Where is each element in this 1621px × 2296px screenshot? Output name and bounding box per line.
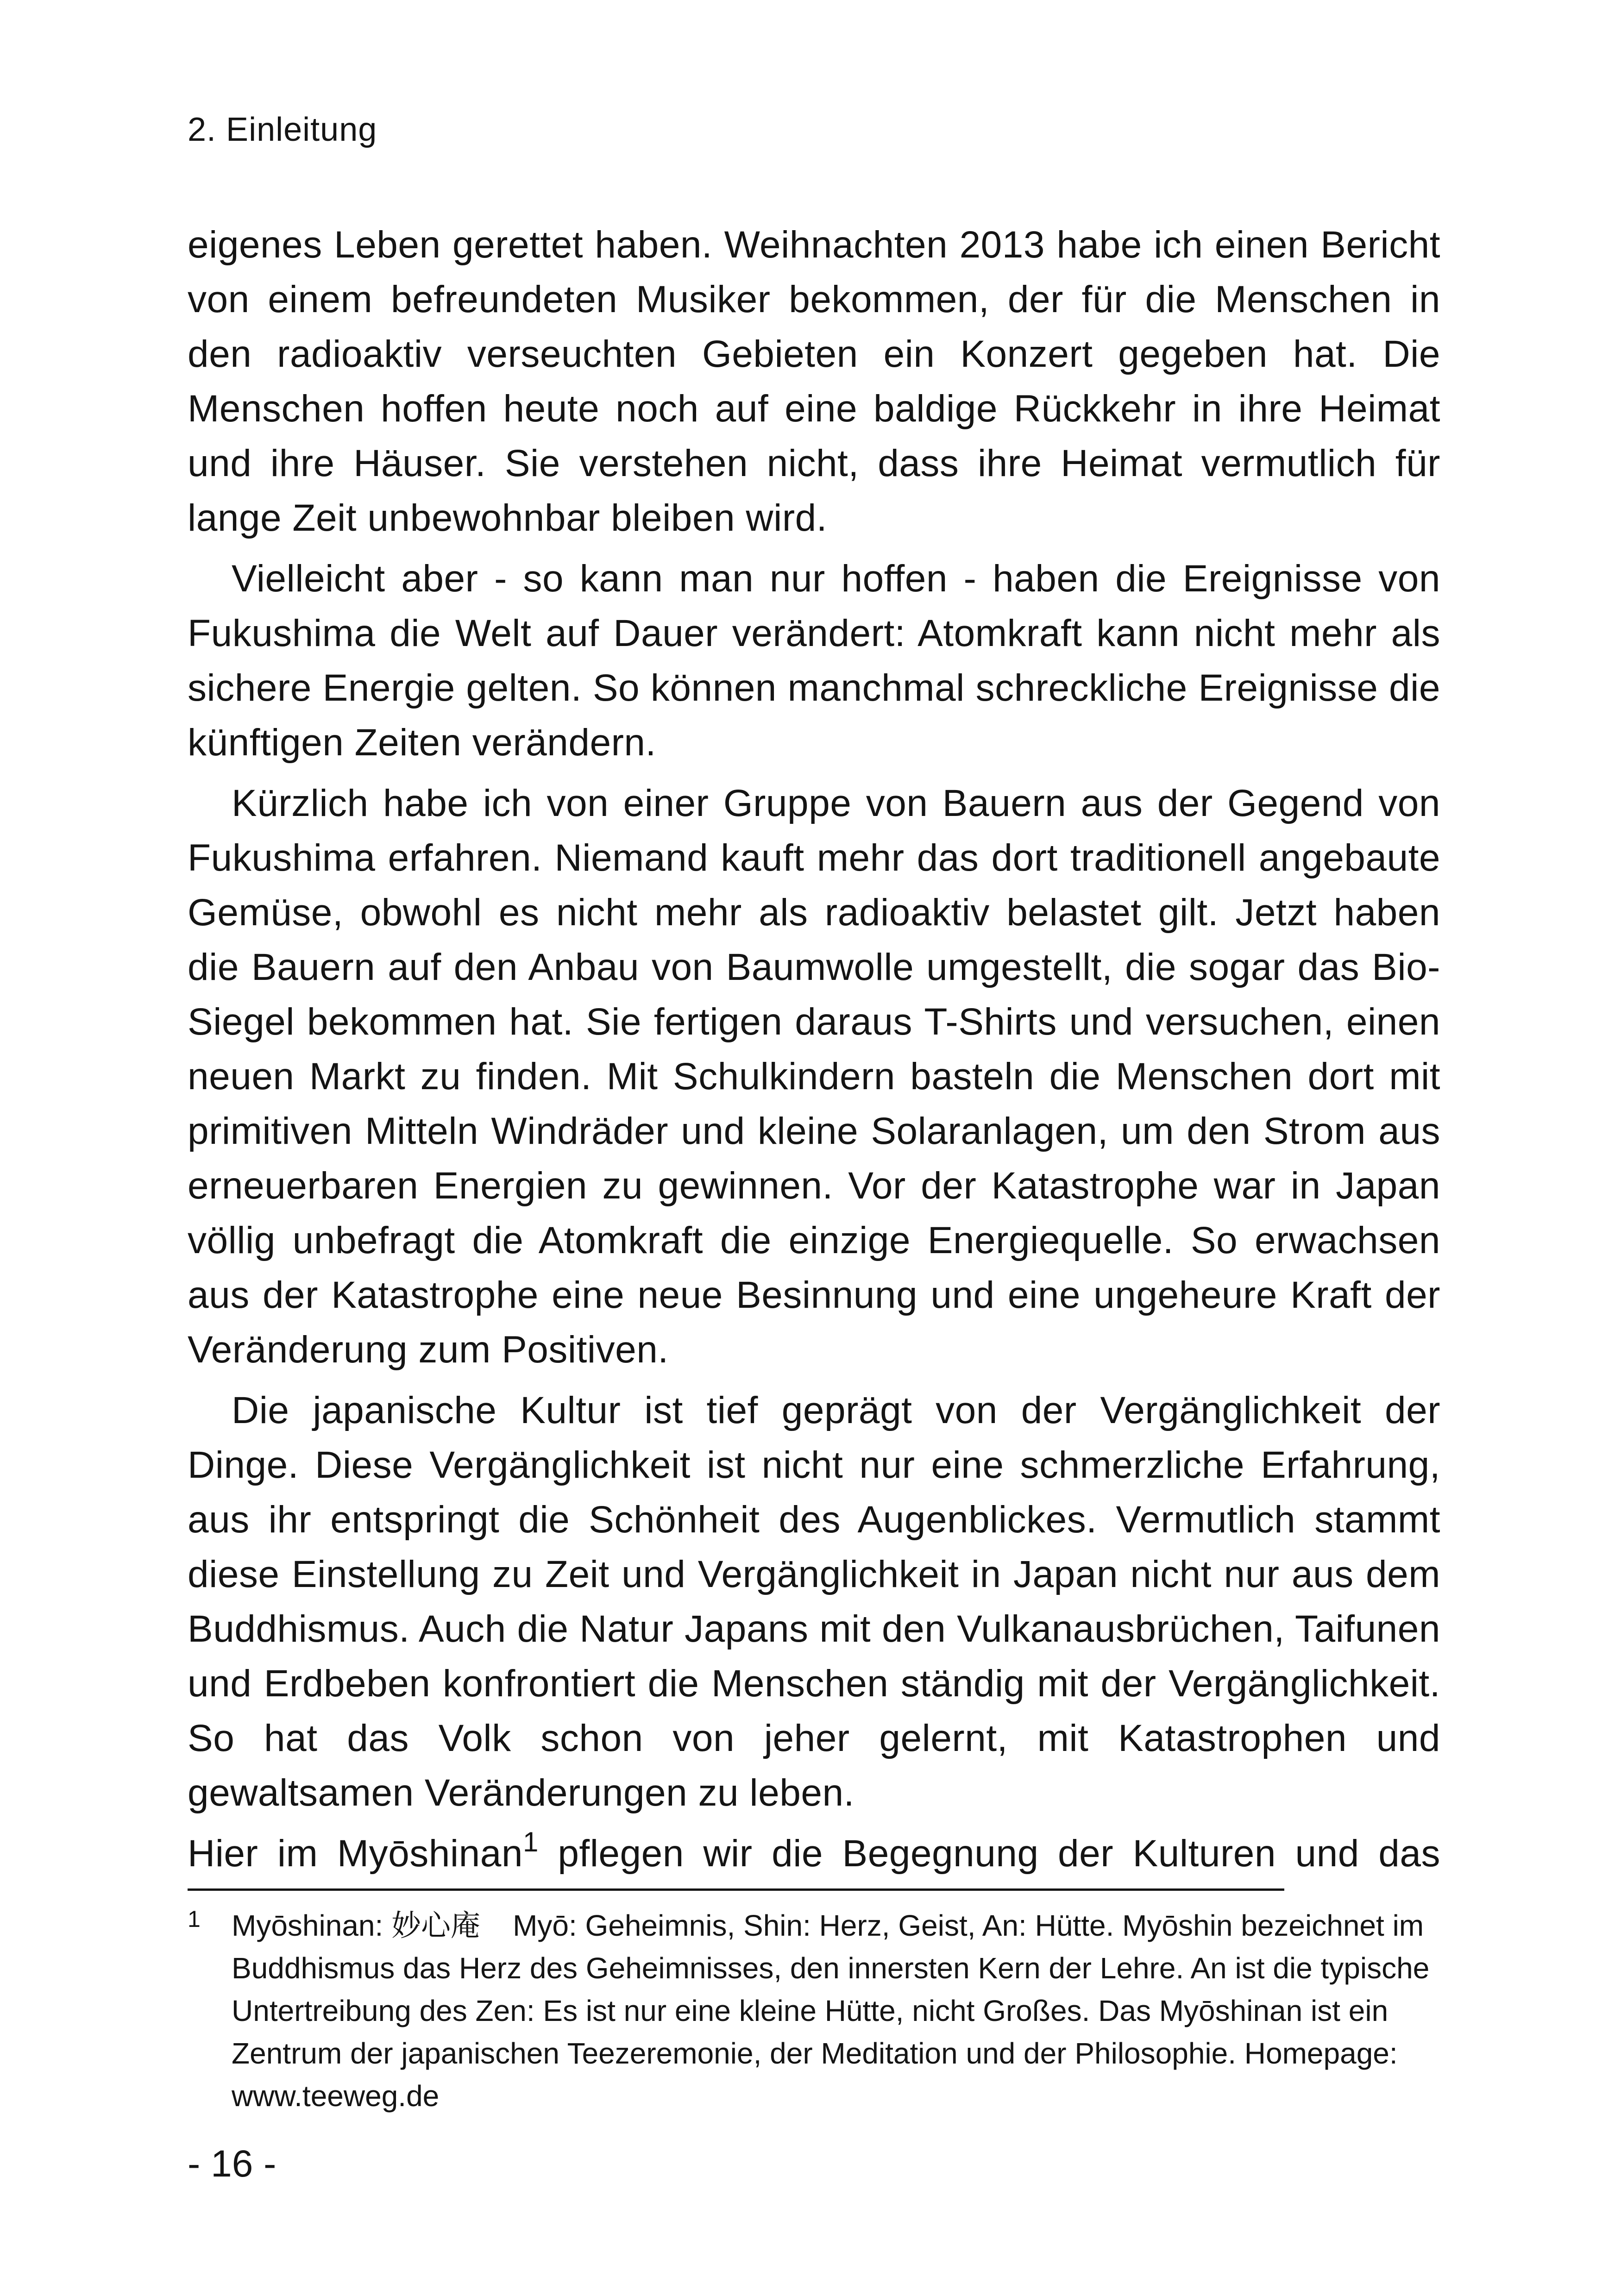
footnote-text: Myō: Geheimnis, Shin: Herz, Geist, An: Hütte. Myōshin bezeichnet im Buddhismus das Herz des Geheimnisses, den innersten Kern der Lehre. An ist die typische Untertreibung des Zen: Es ist nur eine kleine Hütte, nicht Großes. Das Myōshinan ist ein Zentrum der japanischen Teezeremonie, der Meditation und der Philosophie. Homepage: www.teeweg.de [232, 1909, 1430, 2113]
footnote-1 [188, 1904, 1447, 2117]
footnotes [188, 1904, 1447, 2117]
footnote-separator [188, 1888, 1284, 1891]
running-header: 2. Einleitung [188, 111, 377, 148]
paragraph-1: eigenes Leben gerettet haben. Weihnachten 2013 habe ich einen Bericht von einem befreundeten Musiker bekommen, der für die Menschen in den radioaktiv verseuchten Gebieten ein Konzert gegeben hat. Die Menschen hoffen heute noch auf eine baldige Rückkehr in ihre Heimat und ihre Häuser. Sie verstehen nicht, dass ihre Heimat vermutlich für lange Zeit unbewohnbar bleiben wird. [188, 224, 1440, 539]
paragraph-5-continuation: pflegen wir die Begegnung der Kulturen und das [538, 1832, 1441, 1875]
paragraph-4: Die japanische Kultur ist tief geprägt von der Vergänglichkeit der Dinge. Diese Vergänglichkeit ist nicht nur eine schmerzliche Erfahrung, aus ihr entspringt die Schönheit des Augenblickes. Vermutlich stammt diese Einstellung zu Zeit und Vergänglichkeit in Japan nicht nur aus dem Buddhismus. Auch die Natur Japans mit den Vulkanausbrüchen, Taifunen und Erdbeben konfrontiert die Menschen ständig mit der Vergänglichkeit. So hat das Volk schon von jeher gelernt, mit Katastrophen und gewaltsamen Veränderungen zu leben. [188, 1389, 1440, 1814]
paragraph-5-start: Hier im Myōshinan [188, 1832, 523, 1875]
footnote-reference[interactable]: 1 [522, 1826, 539, 1857]
footnote-number: 1 [188, 1906, 201, 1932]
paragraph-5 [188, 1826, 1440, 1881]
page-number: - 16 - [188, 2143, 276, 2185]
paragraph-3: Kürzlich habe ich von einer Gruppe von Bauern aus der Gegend von Fukushima erfahren. Niemand kauft mehr das dort traditionell angebaute Gemüse, obwohl es nicht mehr als radioaktiv belastet gilt. Jetzt haben die Bauern auf den Anbau von Baumwolle umgestellt, die sogar das Bio-Siegel bekommen hat. Sie fertigen daraus T-Shirts und versuchen, einen neuen Markt zu finden. Mit Schulkindern basteln die Menschen dort mit primitiven Mitteln Windräder und kleine Solaranlagen, um den Strom aus erneuerbaren Energien zu gewinnen. Vor der Katastrophe war in Japan völlig unbefragt die Atomkraft die einzige Energiequelle. So erwachsen aus der Katastrophe eine neue Besinnung und eine ungeheure Kraft der Veränderung zum Positiven. [188, 782, 1440, 1371]
paragraph-2: Vielleicht aber - so kann man nur hoffen - haben die Ereignisse von Fukushima die Welt auf Dauer verändert: Atomkraft kann nicht mehr als sichere Energie gelten. So können manchmal schreckliche Ereignisse die künftigen Zeiten verändern. [188, 558, 1440, 764]
footnote-term: Myōshinan: 妙心庵 [232, 1909, 481, 1942]
body-text [188, 218, 1440, 1881]
